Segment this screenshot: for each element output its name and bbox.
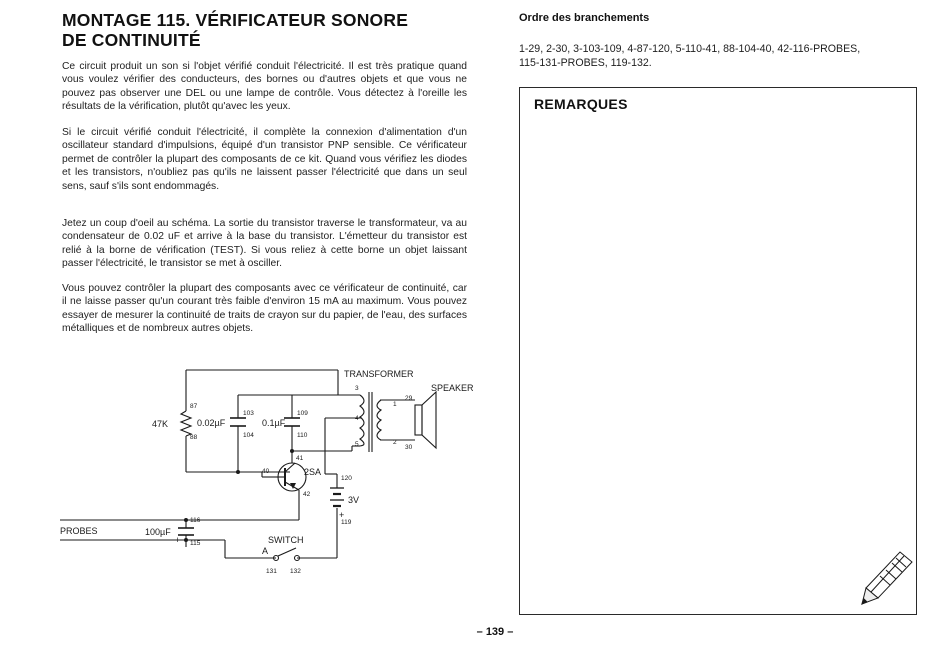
terminal-3: 3 xyxy=(355,385,359,392)
connections-line-1: 1-29, 2-30, 3-103-109, 4-87-120, 5-110-41, 88-104-40, 42-116-PROBES, xyxy=(519,43,861,55)
label-cap-002: 0.02µF xyxy=(197,418,226,428)
title-line-1: MONTAGE 115. VÉRIFICATEUR SONORE xyxy=(62,10,409,30)
paragraph-4: Vous pouvez contrôler la plupart des composants avec ce vérificateur de continuité, car il ne laisse passer qu'un courant très faible d'environ 15 mA au maximum. Vous pouvez essayer de mesurer la continuité de traits de crayon sur du papier, de l'eau, des surfaces métalliques et de nombreux autres objets. xyxy=(62,283,467,335)
resistor-47k xyxy=(181,411,191,436)
terminal-115: 115 xyxy=(190,540,201,547)
terminal-109: 109 xyxy=(297,410,308,417)
terminal-42: 42 xyxy=(303,491,311,498)
terminal-119: 119 xyxy=(341,519,352,526)
capacitor-002uf xyxy=(230,418,246,426)
label-speaker: SPEAKER xyxy=(431,383,474,393)
terminal-30: 30 xyxy=(405,444,413,451)
connections-line-2: 115-131-PROBES, 119-132. xyxy=(519,57,652,69)
connections-heading: Ordre des branchements xyxy=(519,12,650,24)
capacitor-01uf xyxy=(284,418,300,426)
label-plus-battery: + xyxy=(339,510,345,520)
speaker-icon xyxy=(415,392,436,448)
capacitor-100uf xyxy=(178,528,194,535)
terminal-87: 87 xyxy=(190,403,198,410)
terminal-103: 103 xyxy=(243,410,254,417)
label-cap-100: 100µF xyxy=(145,527,171,537)
terminal-110: 110 xyxy=(297,432,308,439)
terminal-1: 1 xyxy=(393,401,397,408)
terminal-4: 4 xyxy=(355,415,359,422)
remarks-heading: REMARQUES xyxy=(534,96,628,112)
transformer xyxy=(360,392,381,452)
paragraph-1: Ce circuit produit un son si l'objet vérifié conduit l'électricité. Il est très pratique quand vous voulez vérifier des conducteurs, des bornes ou d'autres objets et que vous ne pouvez pas observer une DEL ou une lampe de contrôle. Vous détectez à l'oreille les résultats de la vérification, plutôt qu'avec les yeux. xyxy=(62,61,467,113)
label-switch-pin: A xyxy=(262,546,269,556)
schematic-wires xyxy=(60,370,415,558)
terminal-120: 120 xyxy=(341,475,352,482)
paragraph-3: Jetez un coup d'oeil au schéma. La sortie du transistor traverse le transformateur, va au condensateur de 0.02 uF et arrive à la base du transistor. L'émetteur du transistor est relié à la borne de vérification (TEST). Si vous reliez à cette borne un objet laissant passer l'électricité, le transistor se met à osciller. xyxy=(62,218,467,270)
label-battery: 3V xyxy=(348,495,360,505)
title-line-2: DE CONTINUITÉ xyxy=(62,30,201,50)
label-transformer: TRANSFORMER xyxy=(344,369,414,379)
label-resistor: 47K xyxy=(152,419,169,429)
terminal-2: 2 xyxy=(393,439,397,446)
terminal-88: 88 xyxy=(190,434,198,441)
terminal-131: 131 xyxy=(266,568,277,575)
label-plus-100: + xyxy=(175,535,181,545)
terminal-116: 116 xyxy=(190,517,201,524)
label-probes: PROBES xyxy=(60,526,98,536)
paragraph-2: Si le circuit vérifié conduit l'électricité, il complète la connexion d'alimentation d'un oscillateur standard d'impulsions, équipé d'un transistor PNP sensible. Ce vérificateur permet de contrôler la plupart des composants de ce kit. Quand vous vérifiez les diodes et les transistors, n'oubliez pas qu'ils ne laissent passer l'électricité que dans un seul sens, sauf s'ils sont endommagés. xyxy=(62,127,467,192)
terminal-5: 5 xyxy=(355,441,359,448)
switch xyxy=(274,548,300,561)
terminal-104: 104 xyxy=(243,432,254,439)
label-cap-01: 0.1µF xyxy=(262,418,286,428)
page-number: – 139 – xyxy=(476,626,514,638)
label-transistor: 2SA xyxy=(304,467,322,477)
label-switch: SWITCH xyxy=(268,535,304,545)
terminal-29: 29 xyxy=(405,395,413,402)
terminal-132: 132 xyxy=(290,568,301,575)
terminal-40: 40 xyxy=(262,468,270,475)
terminal-41: 41 xyxy=(296,455,304,462)
battery-3v xyxy=(330,488,344,506)
